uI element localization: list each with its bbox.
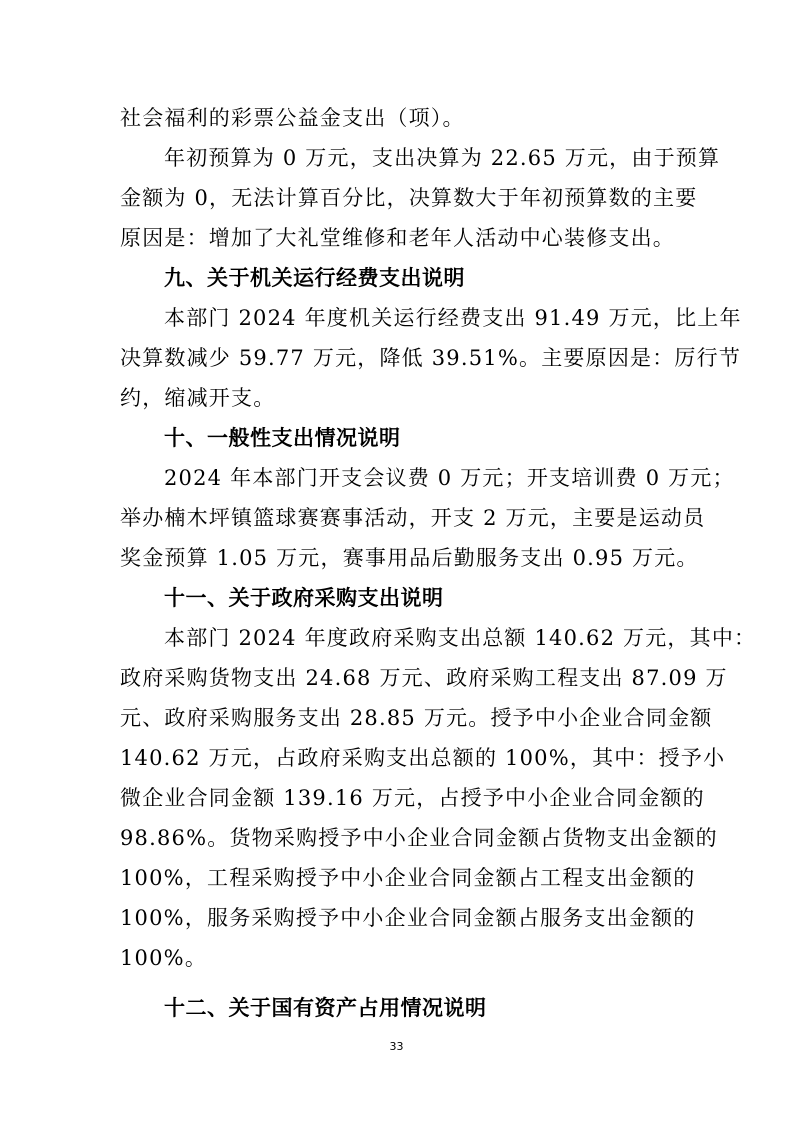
section-heading-10: 十、一般性支出情况说明 xyxy=(164,426,401,450)
paragraph-line: 元、政府采购服务支出 28.85 万元。授予中小企业合同金额 xyxy=(120,706,713,730)
paragraph-line: 微企业合同金额 139.16 万元，占授予中小企业合同金额的 xyxy=(120,786,705,810)
paragraph-line: 140.62 万元，占政府采购支出总额的 100%，其中：授予小 xyxy=(120,746,726,770)
paragraph-line: 政府采购货物支出 24.68 万元、政府采购工程支出 87.09 万 xyxy=(120,666,728,690)
paragraph-line: 100%，服务采购授予中小企业合同金额占服务支出金额的 xyxy=(120,906,696,930)
paragraph-line: 100%，工程采购授予中小企业合同金额占工程支出金额的 xyxy=(120,866,696,890)
spacer xyxy=(120,978,673,988)
paragraph-line: 决算数减少 59.77 万元，降低 39.51%。主要原因是：厉行节 xyxy=(120,346,742,370)
document-page xyxy=(120,98,757,1028)
paragraph-line: 年初预算为 0 万元，支出决算为 22.65 万元，由于预算 xyxy=(164,146,721,170)
paragraph-line: 本部门 2024 年度政府采购支出总额 140.62 万元，其中： xyxy=(164,626,757,650)
page-number: 33 xyxy=(389,1040,404,1053)
paragraph-line: 社会福利的彩票公益金支出（项）。 xyxy=(120,106,465,130)
section-heading-11: 十一、关于政府采购支出说明 xyxy=(164,586,444,610)
section-heading-9: 九、关于机关运行经费支出说明 xyxy=(164,266,465,290)
paragraph-line: 奖金预算 1.05 万元，赛事用品后勤服务支出 0.95 万元。 xyxy=(120,546,699,570)
paragraph-line: 原因是：增加了大礼堂维修和老年人活动中心装修支出。 xyxy=(120,226,675,250)
section-heading-12: 十二、关于国有资产占用情况说明 xyxy=(164,996,487,1020)
paragraph-line: 本部门 2024 年度机关运行经费支出 91.49 万元，比上年 xyxy=(164,306,742,330)
paragraph-line: 约，缩减开支。 xyxy=(120,386,276,410)
paragraph-line: 98.86%。货物采购授予中小企业合同金额占货物支出金额的 xyxy=(120,826,718,850)
paragraph-line: 举办楠木坪镇篮球赛赛事活动，开支 2 万元，主要是运动员 xyxy=(120,506,706,530)
paragraph-line: 100%。 xyxy=(120,946,208,970)
paragraph-line: 2024 年本部门开支会议费 0 万元；开支培训费 0 万元； xyxy=(164,466,735,490)
paragraph-line: 金额为 0，无法计算百分比，决算数大于年初预算数的主要 xyxy=(120,186,698,210)
